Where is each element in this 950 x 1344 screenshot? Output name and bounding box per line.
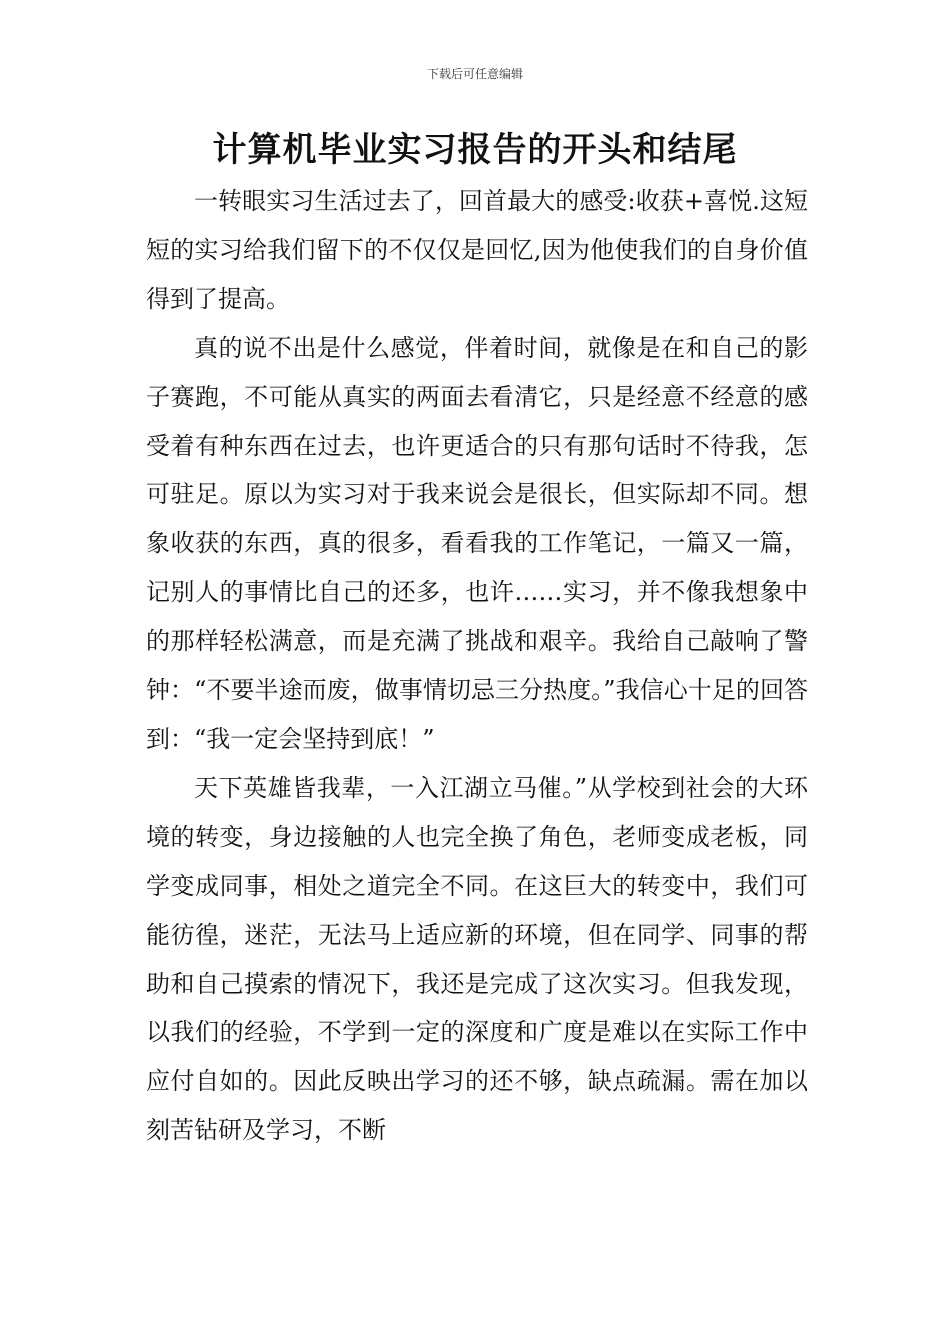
header-note: 下载后可任意编辑: [426, 67, 523, 81]
paragraph-1: 一转眼实习生活过去了，回首最大的感受:收获+喜悦.这短短的实习给我们留下的不仅仅是回忆,因为他使我们的自身价值得到了提高。: [146, 187, 808, 313]
paragraph-2: 真的说不出是什么感觉，伴着时间，就像是在和自己的影子赛跑，不可能从真实的两面去看清它，只是经意不经意的感受着有种东西在过去，也许更适合的只有那句话时不待我，怎可驻足。原以为实习对于我来说会是很长，但实际却不同。想象收获的东西，真的很多，看看我的工作笔记，一篇又一篇，记别人的事情比自己的还多，也许……实习，并不像我想象中的那样轻松满意，而是充满了挑战和艰辛。我给自己敲响了警钟：“不要半途而废，做事情切忌三分热度。”我信心十足的回答到：“我一定会坚持到底！”: [146, 333, 808, 753]
paragraph-3: 天下英雄皆我辈，一入江湖立马催。”从学校到社会的大环境的转变，身边接触的人也完全换了角色，老师变成老板，同学变成同事，相处之道完全不同。在这巨大的转变中，我们可能彷徨，迷茫，无法马上适应新的环境，但在同学、同事的帮助和自己摸索的情况下，我还是完成了这次实习。但我发现，以我们的经验，不学到一定的深度和广度是难以在实际工作中应付自如的。因此反映出学习的还不够，缺点疏漏。需在加以刻苦钻研及学习，不断: [146, 773, 808, 1145]
document-title: 计算机毕业实习报告的开头和结尾: [212, 130, 738, 170]
document-body: [146, 177, 808, 1155]
